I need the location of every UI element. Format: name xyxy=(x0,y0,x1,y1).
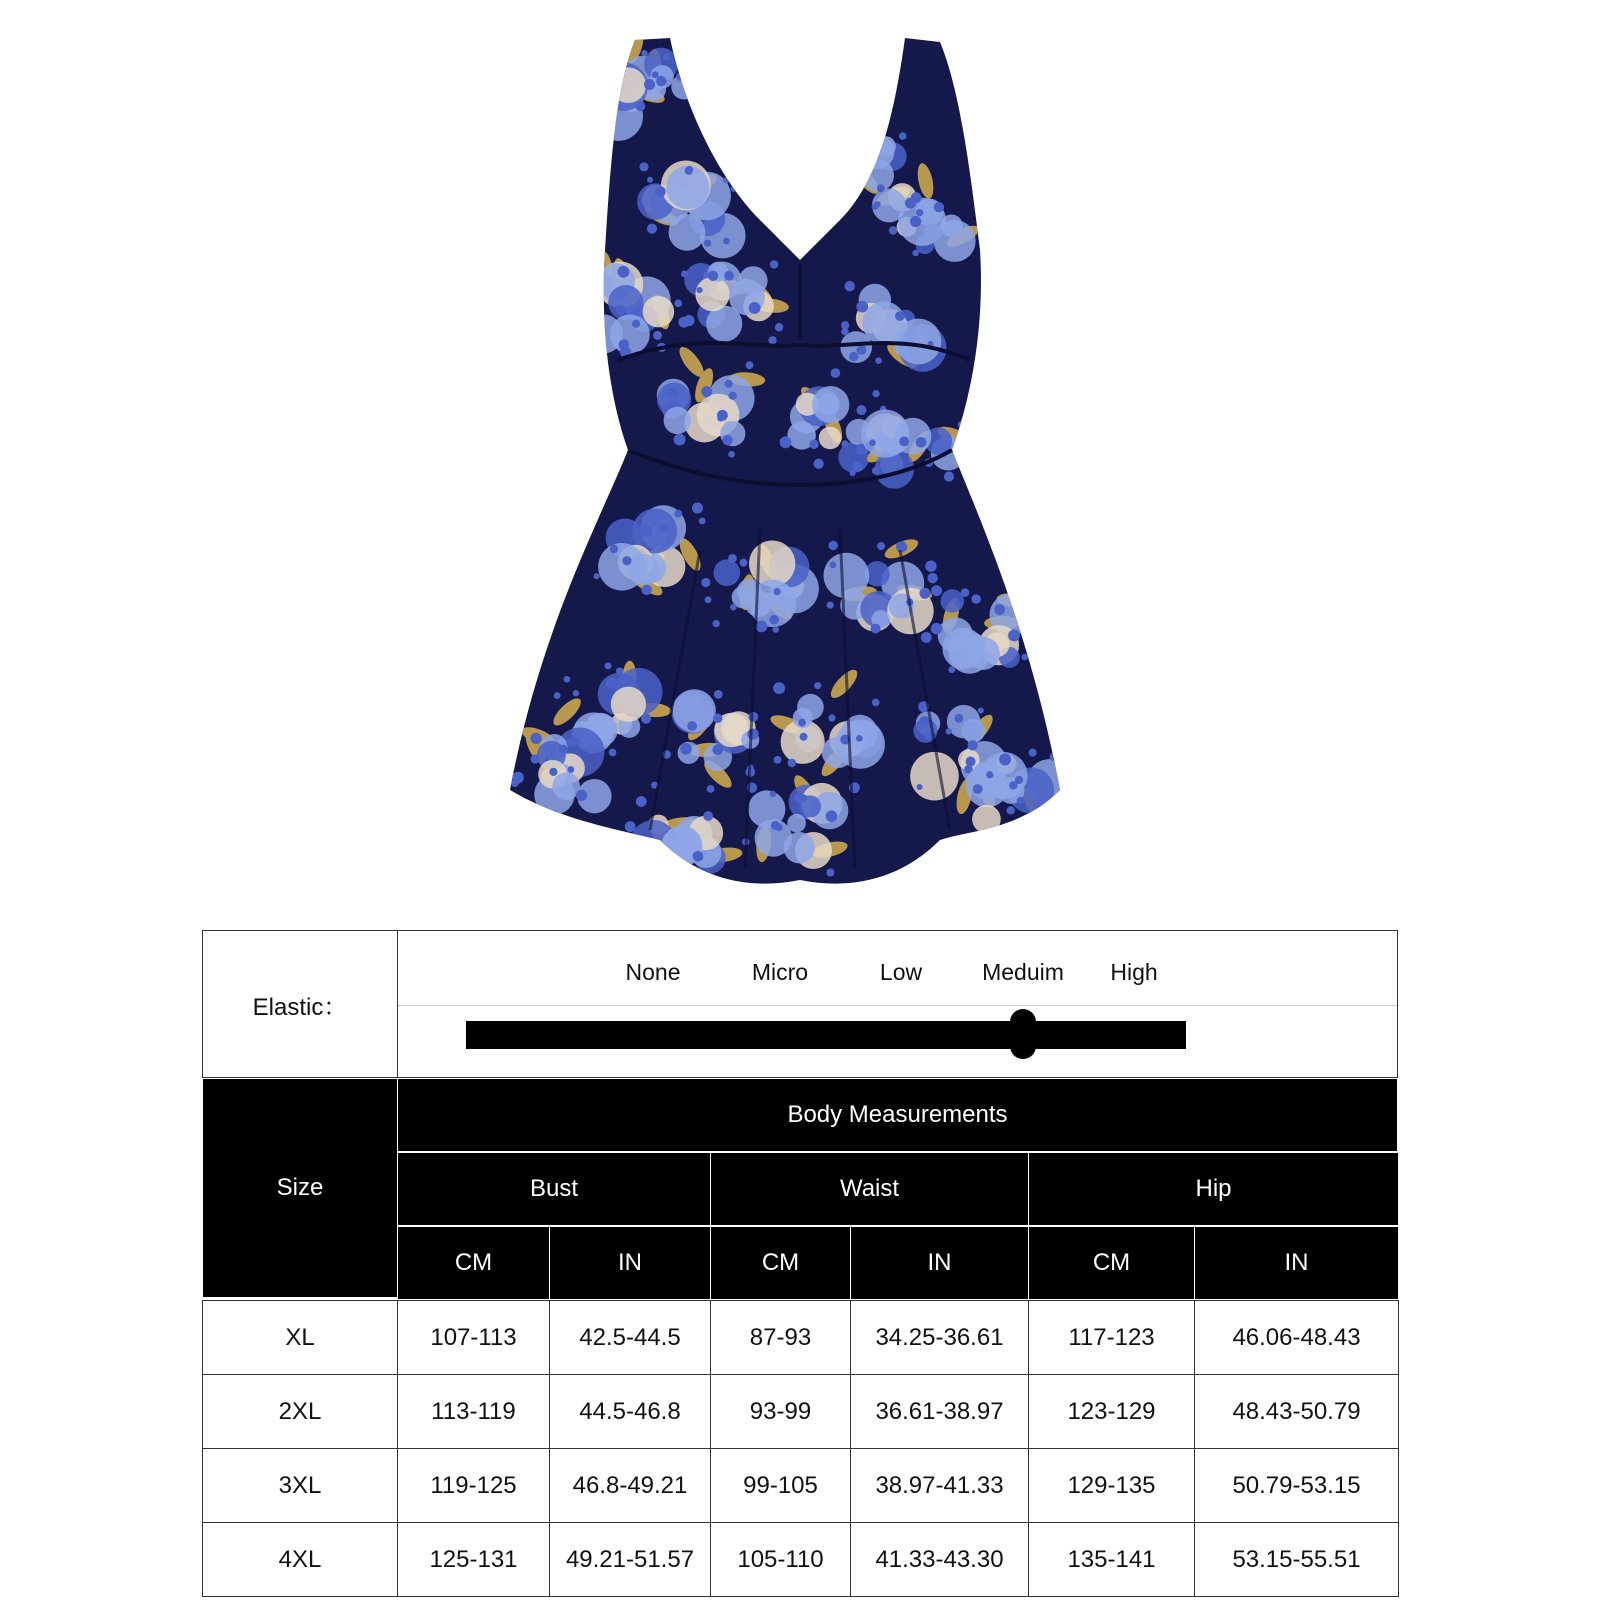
swimsuit-image xyxy=(500,30,1100,910)
value-cell-2xl-1 xyxy=(549,1374,711,1449)
group-header-bust xyxy=(397,1152,711,1226)
unit-header-4-text: CM xyxy=(1092,1249,1131,1276)
size-cell-4xl-text: 4XL xyxy=(278,1545,322,1573)
size-cell-3xl-text: 3XL xyxy=(278,1471,322,1499)
value-cell-4xl-0 xyxy=(397,1522,550,1597)
unit-header-3 xyxy=(850,1226,1029,1300)
value-cell-2xl-4-text: 123-129 xyxy=(1067,1397,1156,1425)
value-cell-2xl-5 xyxy=(1194,1374,1399,1449)
group-header-waist xyxy=(710,1152,1029,1226)
value-cell-2xl-0 xyxy=(397,1374,550,1449)
body-measurements-header-cell xyxy=(397,1078,1398,1152)
elastic-scale xyxy=(398,931,1397,1077)
value-cell-2xl-2-text: 93-99 xyxy=(749,1397,812,1425)
group-header-hip xyxy=(1028,1152,1399,1226)
value-cell-2xl-5-text: 48.43-50.79 xyxy=(1232,1397,1361,1425)
elastic-scale-cell xyxy=(397,930,1398,1078)
value-cell-2xl-0-text: 113-119 xyxy=(431,1397,516,1425)
value-cell-3xl-2 xyxy=(710,1448,851,1523)
value-cell-3xl-0 xyxy=(397,1448,550,1523)
value-cell-4xl-1-text: 49.21-51.57 xyxy=(565,1545,695,1573)
unit-header-0-text: CM xyxy=(454,1249,493,1276)
value-cell-4xl-4-text: 135-141 xyxy=(1067,1545,1156,1573)
value-cell-3xl-5 xyxy=(1194,1448,1399,1523)
value-cell-4xl-5-text: 53.15-55.51 xyxy=(1232,1545,1361,1573)
group-header-waist-text: Waist xyxy=(839,1175,900,1202)
flower-cluster xyxy=(801,91,907,198)
value-cell-3xl-4 xyxy=(1028,1448,1195,1523)
elastic-level-micro: Micro xyxy=(751,959,809,985)
elastic-divider xyxy=(398,1005,1397,1006)
value-cell-4xl-2 xyxy=(710,1522,851,1597)
value-cell-xl-3-text: 34.25-36.61 xyxy=(875,1323,1004,1351)
body-measurements-header: Body Measurements xyxy=(787,1101,1008,1128)
unit-header-5 xyxy=(1194,1226,1399,1300)
unit-header-2 xyxy=(710,1226,851,1300)
elastic-label: Elastic： xyxy=(252,993,348,1021)
elastic-level-high: High xyxy=(1110,959,1158,985)
elastic-bar xyxy=(466,1021,1186,1049)
size-cell-2xl xyxy=(202,1374,398,1449)
unit-header-1 xyxy=(549,1226,711,1300)
value-cell-2xl-1-text: 44.5-46.8 xyxy=(579,1397,681,1425)
value-cell-4xl-1 xyxy=(549,1522,711,1597)
value-cell-4xl-3 xyxy=(850,1522,1029,1597)
unit-header-0 xyxy=(397,1226,550,1300)
value-cell-3xl-1-text: 46.8-49.21 xyxy=(572,1471,688,1499)
elastic-level-meduim: Meduim xyxy=(982,959,1064,985)
value-cell-3xl-1 xyxy=(549,1448,711,1523)
size-cell-4xl xyxy=(202,1522,398,1597)
group-header-bust-text: Bust xyxy=(529,1175,579,1202)
size-cell-3xl xyxy=(202,1448,398,1523)
value-cell-3xl-5-text: 50.79-53.15 xyxy=(1232,1471,1361,1499)
size-header-cell xyxy=(202,1078,398,1298)
value-cell-2xl-2 xyxy=(710,1374,851,1449)
unit-header-5-text: IN xyxy=(1284,1249,1309,1276)
value-cell-xl-5 xyxy=(1194,1300,1399,1375)
value-cell-xl-0-text: 107-113 xyxy=(430,1323,517,1351)
unit-header-1-text: IN xyxy=(618,1249,642,1276)
value-cell-3xl-2-text: 99-105 xyxy=(743,1471,818,1499)
value-cell-2xl-4 xyxy=(1028,1374,1195,1449)
elastic-indicator xyxy=(1010,1009,1036,1059)
value-cell-3xl-3-text: 38.97-41.33 xyxy=(875,1471,1004,1499)
value-cell-2xl-3-text: 36.61-38.97 xyxy=(875,1397,1004,1425)
value-cell-xl-3 xyxy=(850,1300,1029,1375)
elastic-label-cell xyxy=(202,930,398,1078)
value-cell-xl-5-text: 46.06-48.43 xyxy=(1232,1323,1361,1351)
value-cell-xl-2 xyxy=(710,1300,851,1375)
value-cell-xl-2-text: 87-93 xyxy=(749,1323,812,1351)
value-cell-3xl-4-text: 129-135 xyxy=(1067,1471,1156,1499)
value-cell-xl-4 xyxy=(1028,1300,1195,1375)
unit-header-2-text: CM xyxy=(761,1249,800,1276)
size-cell-xl xyxy=(202,1300,398,1375)
elastic-level-none: None xyxy=(625,959,681,985)
unit-header-4 xyxy=(1028,1226,1195,1300)
value-cell-xl-0 xyxy=(397,1300,550,1375)
value-cell-xl-4-text: 117-123 xyxy=(1068,1323,1155,1351)
value-cell-xl-1 xyxy=(549,1300,711,1375)
value-cell-xl-1-text: 42.5-44.5 xyxy=(579,1323,681,1351)
value-cell-3xl-3 xyxy=(850,1448,1029,1523)
elastic-level-low: Low xyxy=(879,959,923,985)
size-header: Size xyxy=(276,1174,324,1201)
value-cell-4xl-3-text: 41.33-43.30 xyxy=(875,1545,1004,1573)
value-cell-4xl-2-text: 105-110 xyxy=(737,1545,824,1573)
size-chart xyxy=(202,930,1398,1600)
size-cell-xl-text: XL xyxy=(285,1323,315,1351)
group-header-hip-text: Hip xyxy=(1195,1175,1232,1202)
value-cell-4xl-4 xyxy=(1028,1522,1195,1597)
value-cell-4xl-0-text: 125-131 xyxy=(429,1545,518,1573)
unit-header-3-text: IN xyxy=(927,1249,952,1276)
size-cell-2xl-text: 2XL xyxy=(278,1397,322,1425)
value-cell-3xl-0-text: 119-125 xyxy=(430,1471,517,1499)
value-cell-2xl-3 xyxy=(850,1374,1029,1449)
value-cell-4xl-5 xyxy=(1194,1522,1399,1597)
